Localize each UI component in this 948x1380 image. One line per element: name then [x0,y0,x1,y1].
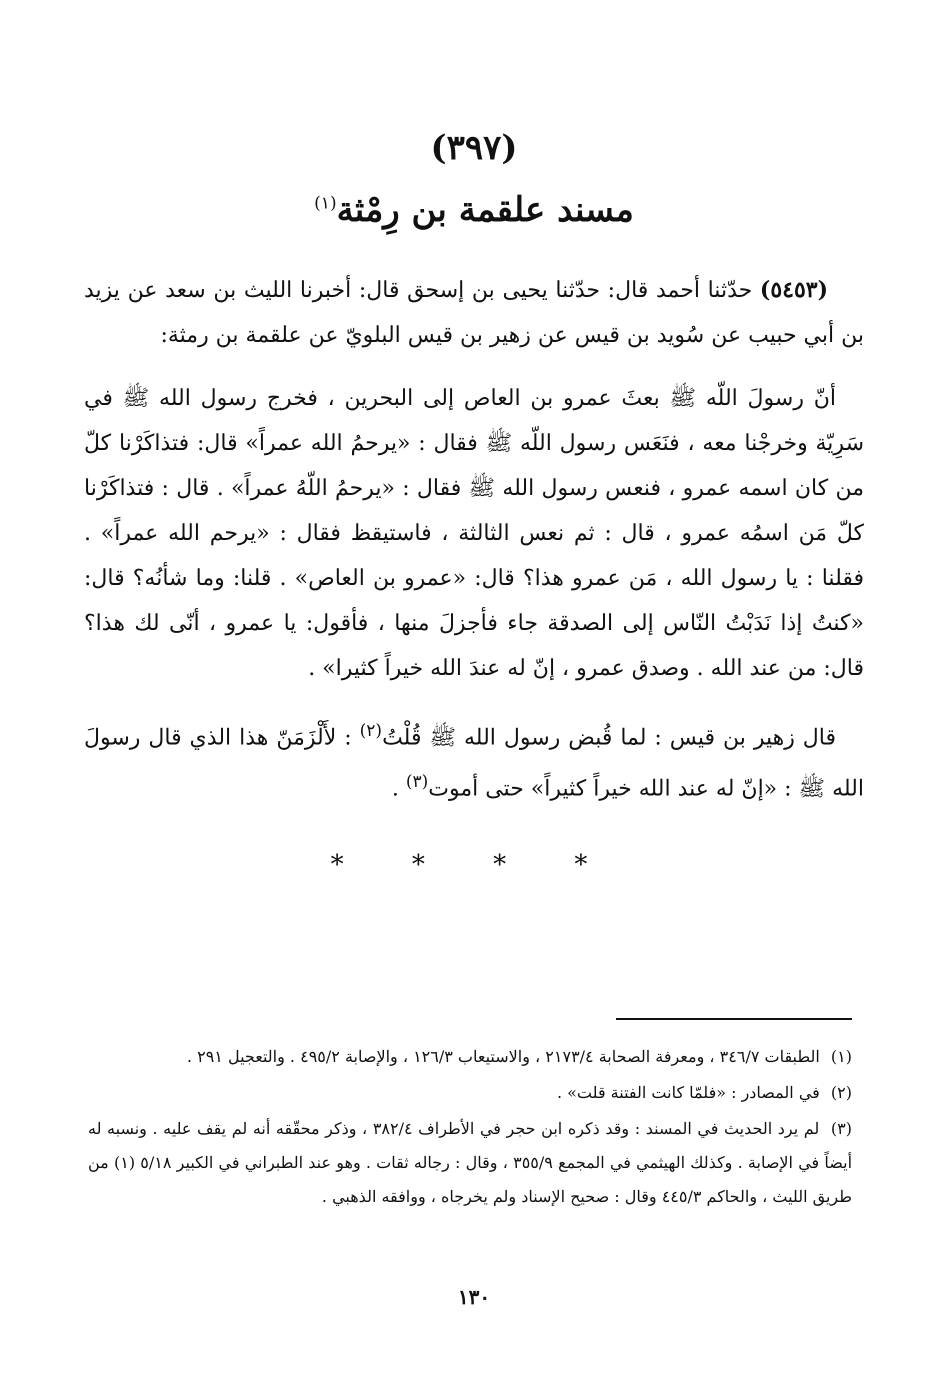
footnote-number: (٣) [830,1119,852,1138]
section-separator: * * * * [330,850,618,880]
footnote-ref-3: (٣) [405,772,429,793]
hadith-matn: أنّ رسولَ اللّه ﷺ بعثَ عمرو بن العاص إلى البحرين ، فخرج رسول الله ﷺ في سَرِيّة وخرجْنا معه ، فنَعَس رسول اللّه ﷺ فقال : «يرحمُ الله عمراً» قال: فتذاكَرْنا كلّ من كان اسمه عمرو ، فنعس رسول الله ﷺ فقال : «يرحمُ اللّهُ عمراً» . قال : فتذاكَرْنا كلّ مَن اسمُه عمرو ، قال : ثم نعس الثالثة ، فاستيقظ فقال : «يرحم الله عمراً» . فقلنا : يا رسول الله ، مَن عمرو هذا؟ قال: «عمرو بن العاص» . قلنا: وما شأنُه؟ قال: «كنتُ إذا نَدَبْتُ النّاس إلى الصدقة جاء فأجزلَ منها ، فأقول: يا عمرو ، أنّى لك هذا؟ قال: من عند الله . وصدق عمرو ، إنّ له عندَ الله خيراً كثيرا» . [84,386,864,681]
hadith-body [84,268,864,830]
footnotes [88,1040,852,1216]
hadith-addendum-part2: : لأَلْزَمَنّ هذا الذي قال رسولَ الله ﷺ : «إنّ له عند الله خيراً كثيراً» حتى أموت [84,725,864,802]
section-title-footnote-ref: (١) [314,193,337,214]
footnote-number: (١) [830,1047,852,1066]
hadith-matn-paragraph [84,376,864,691]
page-number: ١٣٠ [457,1285,491,1309]
hadith-isnad-paragraph [84,268,864,358]
footnote-text: الطبقات ٣٤٦/٧ ، ومعرفة الصحابة ٢١٧٣/٤ ، والاستيعاب ١٢٦/٣ ، والإصابة ٤٩٥/٢ . والتعجيل ٢٩١ . [186,1047,820,1066]
hadith-addendum-end: . [391,776,406,802]
hadith-number: (٥٤٥٣) [759,277,828,303]
hadith-addendum-paragraph [84,709,864,812]
footnote-text: لم يرد الحديث في المسند : وقد ذكره ابن حجر في الأطراف ٣٨٢/٤ ، وذكر محقّقه أنه لم يقف عليه . ونسبه له أيضاً في الإصابة . وكذلك الهيثمي في المجمع ٣٥٥/٩ ، وقال : رجاله ثقات . وهو عند الطبراني في الكبير ٥/١٨ (١) من طريق الليث ، والحاكم ٤٤٥/٣ وقال : صحيح الإسناد ولم يخرجاه ، ووافقه الذهبي . [88,1119,853,1206]
footnote-3 [88,1112,852,1214]
footnote-1 [88,1040,852,1074]
hadith-addendum-part1: قال زهير بن قيس : لما قُبض رسول الله ﷺ قُلْتُ [382,725,837,751]
section-title [0,190,948,230]
footnote-text: في المصادر : «فلمّا كانت الفتنة قلت» . [556,1083,820,1102]
hadith-isnad: حدّثنا أحمد قال: حدّثنا يحيى بن إسحق قال: أخبرنا الليث بن سعد عن يزيد بن أبي حبيب عن سُويد بن قيس عن زهير بن قيس البلويّ عن علقمة بن رمثة: [84,278,864,348]
section-title-text: مسند علقمة بن رِمْثة [336,190,634,230]
footnote-divider [616,1018,852,1020]
section-number: (٣٩٧) [430,128,518,168]
footnote-number: (٢) [830,1083,852,1102]
footnote-ref-2: (٢) [359,721,383,741]
footnote-2 [88,1076,852,1110]
